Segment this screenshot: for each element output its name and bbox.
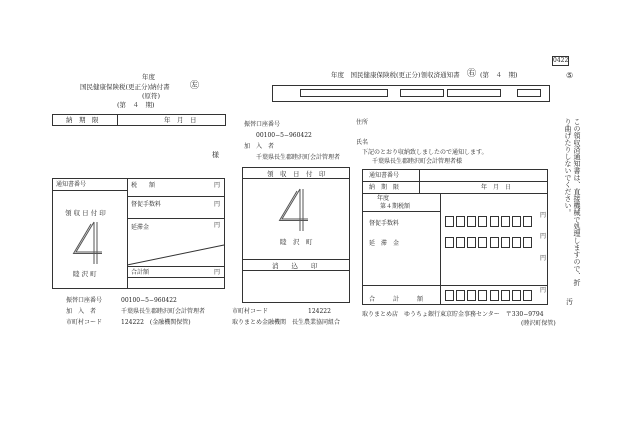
ocr-cell-4 (517, 89, 541, 97)
circle-number: ⑤ (566, 71, 574, 80)
left-yen-2: 円 (214, 201, 221, 208)
penalty-digit-5 (490, 216, 499, 227)
right-title-badge: ㊨ (467, 69, 477, 79)
left-late-fee-diagonal (127, 244, 225, 266)
middle-code-value: 124222 (308, 308, 331, 315)
ocr-cell-1 (300, 89, 388, 97)
total-digit-8 (523, 290, 532, 301)
right-address-label: 住所 (356, 119, 369, 126)
right-name-label: 氏名 (356, 139, 369, 146)
right-due-date: 年 月 日 (481, 184, 512, 191)
left-late-fee-label: 延滞金 (131, 224, 150, 231)
left-yen-3: 円 (214, 222, 221, 229)
left-yen-4: 円 (214, 269, 221, 276)
penalty-digit-6 (501, 216, 510, 227)
total-digit-5 (490, 290, 499, 301)
middle-clear-stamp-label: 消 込 印 (272, 262, 318, 270)
left-subtitle: (原符) (142, 92, 161, 100)
right-period-tax-label: 第４期税額 (380, 203, 411, 210)
late-fee-digit-7 (512, 237, 521, 248)
penalty-digit-4 (478, 216, 487, 227)
right-yen-3: 円 (540, 255, 547, 262)
right-total-label: 合 計 額 (369, 296, 424, 303)
ocr-cell-3 (447, 89, 501, 97)
late-fee-digit-8 (523, 237, 532, 248)
middle-member-label: 加 入 者 (244, 143, 275, 150)
penalty-digit-3 (467, 216, 476, 227)
middle-member-name: 千葉県長生郡睦沢町会計管理者 (256, 154, 341, 161)
penalty-digit-8 (523, 216, 532, 227)
left-tax-amount-label: 税 額 (131, 182, 156, 189)
middle-account-number: 00100−5−960422 (256, 132, 312, 139)
left-code-value: 124222 (金融機関保管) (121, 319, 191, 326)
left-code-label: 市町村コード (66, 319, 103, 326)
left-notice-number-label: 通知書番号 (56, 181, 87, 188)
left-due-label: 納 期 限 (66, 116, 99, 124)
total-digit-6 (501, 290, 510, 301)
middle-receipt-stamp-label: 領 収 日 付 印 (267, 170, 326, 178)
right-notice-number-label: 通知書番号 (369, 172, 400, 179)
right-penalty-label: 督促手数料 (369, 220, 400, 227)
left-account-label: 振替口座番号 (66, 297, 103, 304)
middle-town-name: 睦 沢 町 (280, 238, 313, 246)
right-period: (第 ４ 期) (480, 71, 518, 79)
left-yen-1: 円 (214, 182, 221, 189)
right-side-note: この領収済通知書は、直接機械で処理しますので、折り曲げたりしないでください。 (564, 118, 581, 286)
left-due-date: 年 月 日 (164, 116, 197, 124)
left-year-label: 年度 (142, 73, 155, 81)
right-keep-note: (睦沢町保管) (521, 320, 556, 327)
ocr-cell-2 (400, 89, 444, 97)
left-member-label: 加 入 者 (66, 308, 97, 315)
total-digit-7 (512, 290, 521, 301)
penalty-digit-7 (512, 216, 521, 227)
right-title: 年度 国民健康保険税(更正分)領収済通知書 (331, 71, 460, 79)
late-fee-digit-6 (501, 237, 510, 248)
left-receipt-stamp-label: 領 収 日 付 印 (65, 209, 106, 217)
middle-installment-4-mark (278, 187, 312, 233)
left-town-name: 睦 沢 町 (73, 270, 97, 278)
right-yen-1: 円 (540, 212, 547, 219)
left-total-label: 合計額 (131, 269, 150, 276)
middle-account-label: 振替口座番号 (244, 121, 281, 128)
left-member-name: 千葉県長生郡睦沢町会計管理者 (121, 308, 206, 315)
late-fee-digit-2 (456, 237, 465, 248)
late-fee-digit-3 (467, 237, 476, 248)
late-fee-digit-4 (478, 237, 487, 248)
left-account-number: 00100−5−960422 (121, 297, 177, 304)
right-year-label: 年度 (377, 195, 390, 202)
middle-collecting-agency: 取りまとめ金融機関 長生農業協同組合 (232, 319, 341, 326)
penalty-digit-2 (456, 216, 465, 227)
right-collector: 取りまとめ店 ゆうちょ銀行東京貯金事務センター 〒330−9794 (362, 311, 544, 318)
left-sama: 様 (212, 151, 219, 159)
total-digit-2 (456, 290, 465, 301)
penalty-digit-1 (445, 216, 454, 227)
right-notice-line-2: 千葉県長生郡睦沢町会計管理者様 (372, 158, 463, 165)
right-yen-2: 円 (540, 233, 547, 240)
left-period: (第 ４ 期) (117, 101, 155, 109)
right-notice-line-1: 下記のとおり収納致しましたので通知します。 (362, 149, 488, 156)
late-fee-digit-5 (490, 237, 499, 248)
total-digit-3 (467, 290, 476, 301)
left-installment-4-mark (72, 220, 106, 266)
left-title-badge: ㊧ (190, 81, 200, 91)
left-penalty-label: 督促手数料 (131, 201, 162, 208)
left-title: 国民健康保険税(更正分)納付書 (80, 83, 170, 91)
total-digit-1 (445, 290, 454, 301)
right-side-mark: 汚 (566, 298, 573, 306)
right-late-fee-label: 延 滞 金 (369, 240, 400, 247)
late-fee-digit-1 (445, 237, 454, 248)
total-digit-4 (478, 290, 487, 301)
middle-code-label: 市町村コード (232, 308, 269, 315)
document-code: 0422 (553, 57, 569, 64)
right-due-label: 納 期 限 (369, 184, 400, 191)
right-yen-4: 円 (540, 287, 547, 294)
